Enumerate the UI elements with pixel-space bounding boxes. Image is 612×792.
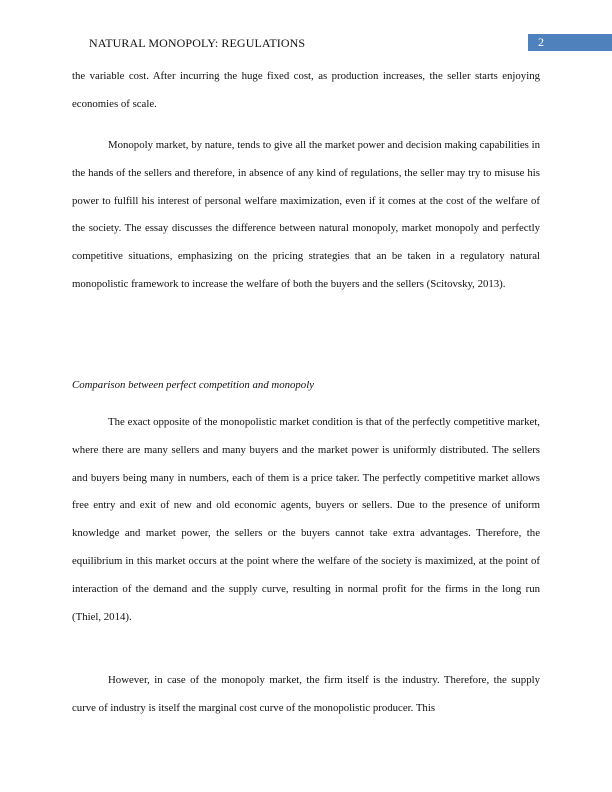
page-number: 2 (538, 35, 544, 49)
section-heading: Comparison between perfect competition and monopoly (72, 379, 314, 391)
body-paragraph-monopoly-case: However, in case of the monopoly market, the firm itself is the industry. Therefore, the supply curve of industry is itself the marginal cost curve of the monopolistic producer. This (72, 674, 540, 714)
page-number-badge (528, 34, 612, 51)
body-paragraph-perfect-competition: The exact opposite of the monopolistic market condition is that of the perfectly competitive market, where there are many sellers and many buyers and the market power is uniformly distributed. The sellers and buyers being many in numbers, each of them is a price taker. The perfectly competitive market allows free entry and exit of new and old economic agents, buyers or sellers. Due to the presence of uniform knowledge and market power, the sellers or the buyers cannot take extra advantages. Therefore, the equilibrium in this market occurs at the point where the welfare of the society is maximized, at the point of interaction of the demand and the supply curve, resulting in normal profit for the firms in the long run (Thiel, 2014). (72, 416, 540, 623)
running-header-title: NATURAL MONOPOLY: REGULATIONS (89, 36, 306, 50)
body-paragraph-continuation: the variable cost. After incurring the huge fixed cost, as production increases, the seller starts enjoying economies of scale. (72, 70, 540, 110)
body-paragraph-monopoly-market: Monopoly market, by nature, tends to give all the market power and decision making capabilities in the hands of the sellers and therefore, in absence of any kind of regulations, the seller may try to misuse his power to fulfill his interest of personal welfare maximization, even if it comes at the cost of the welfare of the society. The essay discusses the difference between natural monopoly, market monopoly and perfectly competitive situations, emphasizing on the pricing strategies that an be taken in a regulatory natural monopolistic framework to increase the welfare of both the buyers and the sellers (Scitovsky, 2013). (72, 139, 540, 290)
